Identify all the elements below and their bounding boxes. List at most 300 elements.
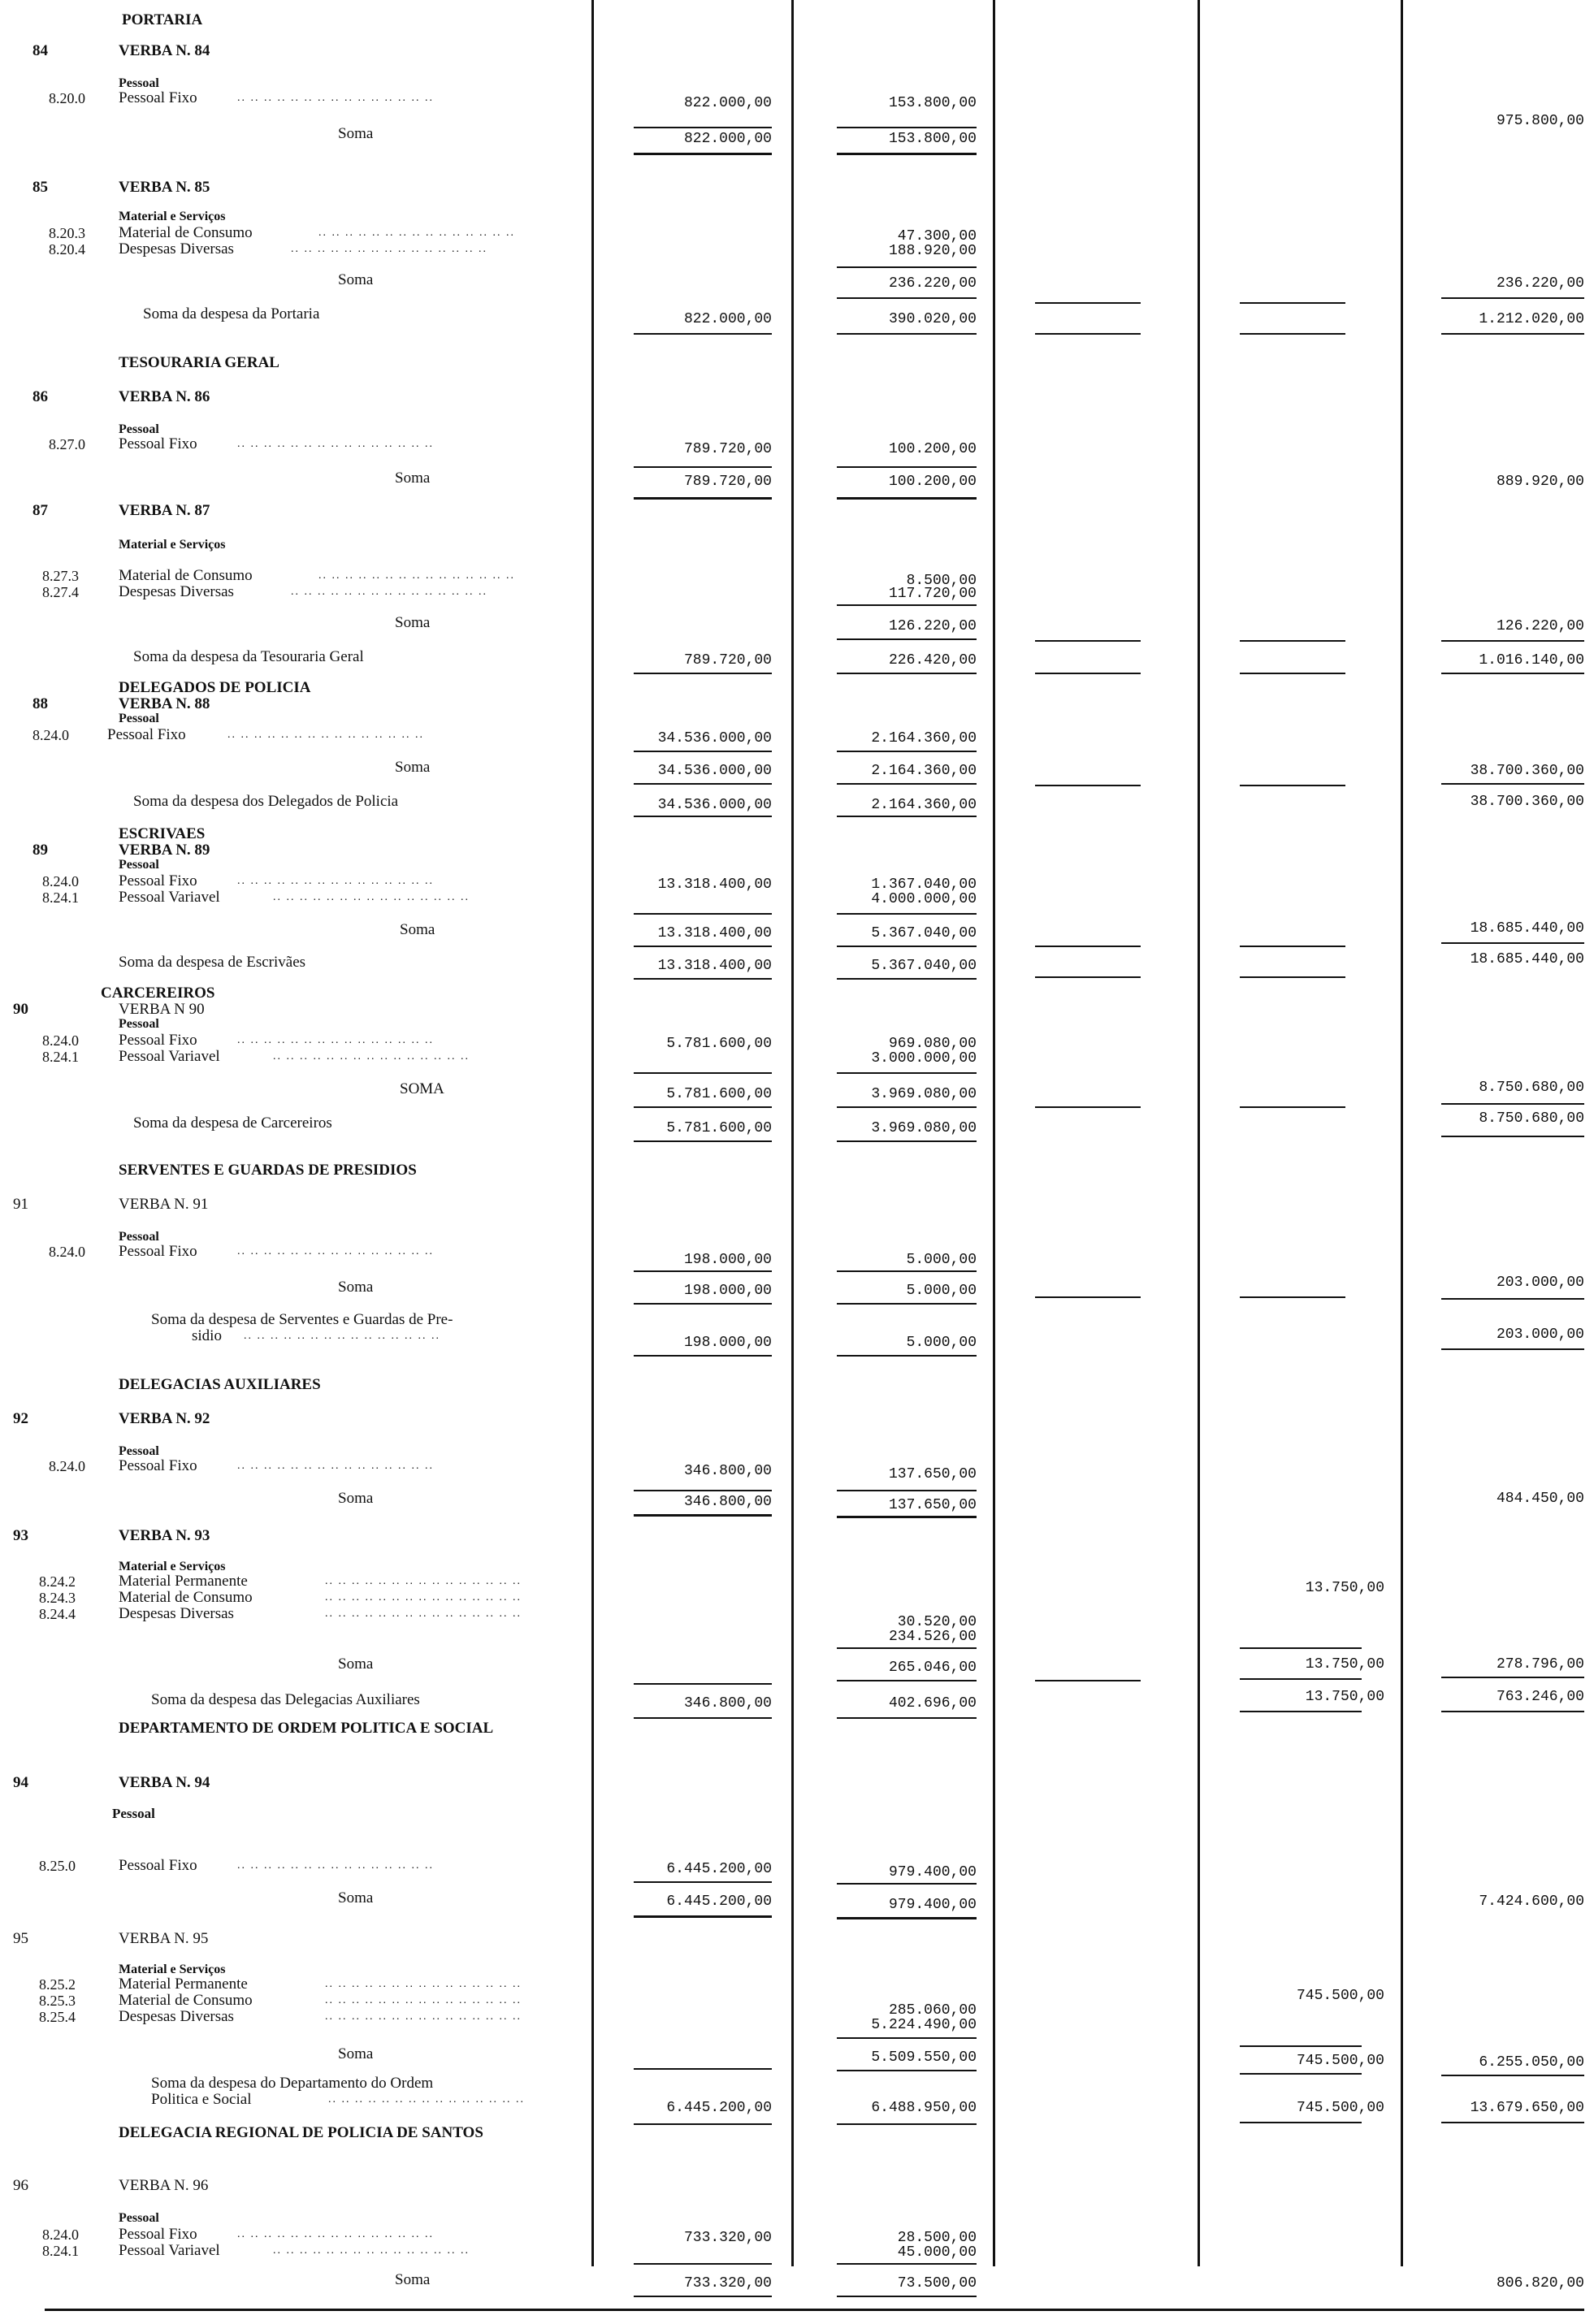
rule — [1035, 640, 1141, 642]
item-label: Pessoal Variavel — [119, 1048, 220, 1065]
item-label: Material de Consumo — [119, 224, 253, 241]
item-code: 8.27.4 — [42, 584, 79, 600]
value-cell: 198.000,00 — [683, 1335, 772, 1351]
value-cell: 188.920,00 — [888, 243, 977, 259]
item-code: 8.24.1 — [42, 2243, 79, 2259]
leader-dots: .. .. .. .. .. .. .. .. .. .. .. .. .. .. .. — [325, 1608, 522, 1620]
rule — [1441, 640, 1584, 642]
value-cell: 30.520,00 — [897, 1614, 977, 1630]
rule — [1240, 1106, 1345, 1108]
rule — [1035, 1106, 1141, 1108]
leader-dots: .. .. .. .. .. .. .. .. .. .. .. .. .. .. .. — [237, 1245, 434, 1257]
rule — [1240, 785, 1345, 786]
total-label: Soma da despesa da Portaria — [143, 305, 320, 322]
rule — [1035, 785, 1141, 786]
bottom-rule — [45, 2309, 1584, 2311]
value-cell: 822.000,00 — [683, 131, 772, 147]
value-cell: 6.445.200,00 — [666, 1861, 772, 1877]
value-cell: 979.400,00 — [888, 1864, 977, 1880]
rule — [634, 1303, 772, 1305]
item-code: 8.24.2 — [39, 1573, 76, 1590]
rule — [634, 497, 772, 500]
value-cell: 822.000,00 — [683, 311, 772, 327]
value-cell: 226.420,00 — [888, 652, 977, 669]
item-label: Despesas Diversas — [119, 1605, 234, 1622]
rule — [1035, 1680, 1141, 1681]
rule — [1035, 946, 1141, 947]
leader-dots: .. .. .. .. .. .. .. .. .. .. .. .. .. .. .. — [291, 586, 487, 598]
rule — [837, 2123, 977, 2125]
value-cell: 236.220,00 — [888, 275, 977, 292]
value-cell: 5.509.550,00 — [871, 2049, 977, 2066]
group-label: Material e Serviços — [119, 1963, 226, 1976]
rule — [837, 1106, 977, 1108]
item-label: Material Permanente — [119, 1976, 248, 1993]
rule — [837, 333, 977, 335]
value-cell: 13.318.400,00 — [657, 876, 772, 893]
leader-dots: .. .. .. .. .. .. .. .. .. .. .. .. .. .. .. — [237, 1034, 434, 1046]
soma-label: Soma — [338, 1490, 374, 1507]
rule — [1441, 1103, 1584, 1105]
value-cell: 2.164.360,00 — [871, 763, 977, 779]
leader-dots: .. .. .. .. .. .. .. .. .. .. .. .. .. .. .. — [237, 1859, 434, 1872]
item-code: 8.24.0 — [42, 873, 79, 889]
value-cell: 28.500,00 — [897, 2230, 977, 2246]
rule — [837, 1303, 977, 1305]
verba-number: 89 — [32, 842, 48, 859]
rule — [634, 2068, 772, 2070]
item-label: Pessoal Fixo — [119, 89, 197, 106]
rule — [634, 1355, 772, 1357]
leader-dots: .. .. .. .. .. .. .. .. .. .. .. .. .. .. .. — [237, 438, 434, 450]
rule — [1240, 1678, 1362, 1680]
section-title: DEPARTAMENTO DE ORDEM POLITICA E SOCIAL — [119, 1720, 494, 1737]
rule — [1240, 333, 1345, 335]
rule — [634, 1140, 772, 1142]
leader-dots: .. .. .. .. .. .. .. .. .. .. .. .. .. .. .. — [318, 227, 515, 239]
total-label: Soma da despesa de Carcereiros — [133, 1114, 332, 1132]
verba-heading: VERBA N. 88 — [119, 695, 210, 712]
value-cell: 4.000.000,00 — [871, 891, 977, 907]
value-cell: 979.400,00 — [888, 1897, 977, 1913]
value-cell: 889.920,00 — [1496, 474, 1584, 490]
value-cell: 975.800,00 — [1496, 113, 1584, 129]
value-cell: 285.060,00 — [888, 2002, 977, 2019]
value-cell: 198.000,00 — [683, 1283, 772, 1299]
value-cell: 806.820,00 — [1496, 2275, 1584, 2292]
group-label: Pessoal — [119, 422, 159, 436]
rule — [837, 497, 977, 500]
value-cell: 13.750,00 — [1305, 1656, 1384, 1673]
rule — [837, 673, 977, 674]
soma-label: Soma — [400, 921, 435, 938]
value-cell: 3.000.000,00 — [871, 1050, 977, 1067]
verba-heading: VERBA N. 89 — [119, 842, 210, 859]
rule — [1240, 2122, 1362, 2123]
value-cell: 34.536.000,00 — [657, 797, 772, 813]
item-label: Pessoal Variavel — [119, 889, 220, 906]
value-cell: 5.781.600,00 — [666, 1036, 772, 1052]
value-cell: 8.750.680,00 — [1479, 1080, 1584, 1096]
rule — [1240, 1711, 1362, 1712]
group-label: Pessoal — [112, 1806, 155, 1821]
value-cell: 13.318.400,00 — [657, 925, 772, 941]
verba-heading: VERBA N. 86 — [119, 388, 210, 405]
rule — [1441, 2075, 1584, 2076]
soma-label: Soma — [395, 2271, 431, 2288]
leader-dots: .. .. .. .. .. .. .. .. .. .. .. .. .. .. .. — [291, 243, 487, 255]
rule — [1035, 1296, 1141, 1298]
rule — [837, 266, 977, 268]
value-cell: 73.500,00 — [897, 2275, 977, 2292]
value-cell: 117.720,00 — [888, 586, 977, 602]
value-cell: 5.367.040,00 — [871, 958, 977, 974]
section-title: PORTARIA — [122, 11, 203, 28]
verba-number: 84 — [32, 42, 48, 59]
value-cell: 5.224.490,00 — [871, 2017, 977, 2033]
item-label: Pessoal Fixo — [119, 1032, 197, 1049]
section-title: DELEGADOS DE POLICIA — [119, 679, 311, 696]
section-title: CARCEREIROS — [101, 985, 215, 1002]
verba-heading: VERBA N. 91 — [119, 1196, 209, 1213]
verba-number: 88 — [32, 695, 48, 712]
item-label: Pessoal Fixo — [119, 1243, 197, 1260]
value-cell: 18.685.440,00 — [1470, 920, 1584, 937]
verba-heading: VERBA N. 92 — [119, 1410, 210, 1427]
value-cell: 745.500,00 — [1296, 2053, 1384, 2069]
value-cell: 203.000,00 — [1496, 1326, 1584, 1343]
value-cell: 5.367.040,00 — [871, 925, 977, 941]
value-cell: 100.200,00 — [888, 441, 977, 457]
section-title: SERVENTES E GUARDAS DE PRESIDIOS — [119, 1162, 417, 1179]
total-label: Soma da despesa de Serventes e Guardas de Pre- — [151, 1311, 453, 1328]
leader-dots: .. .. .. .. .. .. .. .. .. .. .. .. .. .. .. — [328, 2093, 525, 2105]
group-label: Pessoal — [119, 1230, 159, 1244]
group-label: Pessoal — [119, 712, 159, 725]
value-cell: 18.685.440,00 — [1470, 951, 1584, 967]
value-cell: 789.720,00 — [683, 441, 772, 457]
rule — [837, 946, 977, 947]
soma-label: Soma — [338, 1889, 374, 1906]
rule — [1441, 942, 1584, 944]
column-rule-3 — [993, 0, 995, 2266]
rule — [1441, 2122, 1584, 2123]
value-cell: 5.000,00 — [906, 1335, 977, 1351]
value-cell: 47.300,00 — [897, 228, 977, 245]
rule — [1240, 640, 1345, 642]
item-code: 8.24.0 — [42, 1032, 79, 1049]
value-cell: 3.969.080,00 — [871, 1120, 977, 1136]
item-label: Pessoal Fixo — [119, 2226, 197, 2243]
value-cell: 5.000,00 — [906, 1252, 977, 1268]
rule — [1441, 1711, 1584, 1712]
section-title: TESOURARIA GERAL — [119, 354, 279, 371]
rule — [1240, 2073, 1362, 2075]
rule — [837, 638, 977, 640]
rule — [837, 1140, 977, 1142]
item-label: Pessoal Fixo — [119, 872, 197, 889]
item-code: 8.25.2 — [39, 1976, 76, 1993]
soma-label: Soma — [395, 470, 431, 487]
verba-number: 90 — [13, 1001, 28, 1018]
rule — [1441, 673, 1584, 674]
rule — [1441, 783, 1584, 785]
value-cell: 203.000,00 — [1496, 1275, 1584, 1291]
rule — [634, 2123, 772, 2125]
verba-number: 92 — [13, 1410, 28, 1427]
value-cell: 763.246,00 — [1496, 1689, 1584, 1705]
value-cell: 5.781.600,00 — [666, 1086, 772, 1102]
value-cell: 789.720,00 — [683, 652, 772, 669]
rule — [1035, 302, 1141, 304]
value-cell: 198.000,00 — [683, 1252, 772, 1268]
rule — [837, 1717, 977, 1719]
rule — [634, 1106, 772, 1108]
item-code: 8.24.4 — [39, 1606, 76, 1622]
value-cell: 745.500,00 — [1296, 2100, 1384, 2116]
item-code: 8.24.1 — [42, 1049, 79, 1065]
verba-heading: VERBA N. 94 — [119, 1774, 210, 1791]
rule — [634, 816, 772, 817]
value-cell: 8.750.680,00 — [1479, 1110, 1584, 1127]
rule — [634, 1881, 772, 1883]
total-label: Politica e Social — [151, 2091, 252, 2108]
rule — [634, 1514, 772, 1517]
value-cell: 34.536.000,00 — [657, 763, 772, 779]
rule — [837, 1917, 977, 1919]
leader-dots: .. .. .. .. .. .. .. .. .. .. .. .. .. .. .. — [227, 729, 424, 741]
rule — [634, 1270, 772, 1272]
soma-label: Soma — [338, 1655, 374, 1673]
rule — [634, 153, 772, 155]
rule — [837, 1490, 977, 1491]
total-label: sidio — [192, 1327, 222, 1344]
value-cell: 1.367.040,00 — [871, 876, 977, 893]
rule — [1441, 333, 1584, 335]
item-label: Despesas Diversas — [119, 240, 234, 258]
rule — [634, 333, 772, 335]
value-cell: 7.424.600,00 — [1479, 1893, 1584, 1910]
group-label: Pessoal — [119, 76, 159, 90]
item-code: 8.25.0 — [39, 1858, 76, 1874]
column-rule-1 — [591, 0, 594, 2266]
rule — [634, 1717, 772, 1719]
value-cell: 6.445.200,00 — [666, 1893, 772, 1910]
section-title: DELEGACIAS AUXILIARES — [119, 1376, 321, 1393]
value-cell: 278.796,00 — [1496, 1656, 1584, 1673]
rule — [634, 127, 772, 128]
rule — [634, 751, 772, 752]
item-code: 8.20.4 — [49, 241, 85, 258]
rule — [634, 913, 772, 915]
rule — [837, 1883, 977, 1885]
value-cell: 2.164.360,00 — [871, 797, 977, 813]
rule — [837, 466, 977, 468]
value-cell: 13.679.650,00 — [1470, 2100, 1584, 2116]
value-cell: 733.320,00 — [683, 2230, 772, 2246]
rule — [634, 946, 772, 947]
leader-dots: .. .. .. .. .. .. .. .. .. .. .. .. .. .. .. — [325, 1591, 522, 1603]
rule — [837, 297, 977, 299]
value-cell: 969.080,00 — [888, 1036, 977, 1052]
leader-dots: .. .. .. .. .. .. .. .. .. .. .. .. .. .. .. — [237, 1460, 434, 1472]
value-cell: 5.000,00 — [906, 1283, 977, 1299]
leader-dots: .. .. .. .. .. .. .. .. .. .. .. .. .. .. .. — [325, 1575, 522, 1587]
value-cell: 45.000,00 — [897, 2244, 977, 2261]
item-label: Pessoal Fixo — [119, 1857, 197, 1874]
value-cell: 13.750,00 — [1305, 1580, 1384, 1596]
value-cell: 1.016.140,00 — [1479, 652, 1584, 669]
total-label: Soma da despesa da Tesouraria Geral — [133, 648, 364, 665]
verba-number: 86 — [32, 388, 48, 405]
rule — [837, 1072, 977, 1074]
rule — [837, 153, 977, 155]
item-label: Pessoal Fixo — [107, 726, 186, 743]
rule — [837, 1647, 977, 1649]
rule — [837, 783, 977, 785]
soma-label: Soma — [338, 125, 374, 142]
section-title: ESCRIVAES — [119, 825, 206, 842]
value-cell: 137.650,00 — [888, 1466, 977, 1482]
item-label: Material de Consumo — [119, 567, 253, 584]
value-cell: 3.969.080,00 — [871, 1086, 977, 1102]
leader-dots: .. .. .. .. .. .. .. .. .. .. .. .. .. .. .. — [237, 92, 434, 104]
group-label: Material e Serviços — [119, 1560, 226, 1573]
total-label: Soma da despesa dos Delegados de Policia — [133, 793, 399, 810]
value-cell: 733.320,00 — [683, 2275, 772, 2292]
rule — [1240, 673, 1345, 674]
leader-dots: .. .. .. .. .. .. .. .. .. .. .. .. .. .. .. — [273, 1050, 470, 1062]
value-cell: 6.445.200,00 — [666, 2100, 772, 2116]
leader-dots: .. .. .. .. .. .. .. .. .. .. .. .. .. .. .. — [244, 1330, 440, 1342]
rule — [1441, 1298, 1584, 1300]
value-cell: 402.696,00 — [888, 1695, 977, 1712]
soma-label: Soma — [338, 271, 374, 288]
rule — [1035, 673, 1141, 674]
item-code: 8.27.3 — [42, 568, 79, 584]
leader-dots: .. .. .. .. .. .. .. .. .. .. .. .. .. .. .. — [273, 2244, 470, 2257]
verba-heading: VERBA N. 85 — [119, 179, 210, 196]
item-code: 8.24.0 — [32, 727, 69, 743]
value-cell: 236.220,00 — [1496, 275, 1584, 292]
rule — [837, 816, 977, 817]
item-code: 8.24.0 — [49, 1244, 85, 1260]
item-label: Despesas Diversas — [119, 583, 234, 600]
value-cell: 6.255.050,00 — [1479, 2054, 1584, 2071]
item-code: 8.24.0 — [42, 2227, 79, 2243]
value-cell: 234.526,00 — [888, 1629, 977, 1645]
item-code: 8.24.3 — [39, 1590, 76, 1606]
value-cell: 789.720,00 — [683, 474, 772, 490]
item-label: Material Permanente — [119, 1573, 248, 1590]
rule — [1240, 976, 1345, 978]
item-label: Pessoal Variavel — [119, 2242, 220, 2259]
item-code: 8.20.0 — [49, 90, 85, 106]
rule — [634, 673, 772, 674]
verba-heading: VERBA N. 93 — [119, 1527, 210, 1544]
value-cell: 100.200,00 — [888, 474, 977, 490]
item-label: Despesas Diversas — [119, 2008, 234, 2025]
column-rule-5 — [1401, 0, 1403, 2266]
value-cell: 153.800,00 — [888, 95, 977, 111]
verba-heading: VERBA N 90 — [119, 1001, 205, 1018]
group-label: Material e Serviços — [119, 538, 226, 552]
value-cell: 38.700.360,00 — [1470, 794, 1584, 810]
value-cell: 13.750,00 — [1305, 1689, 1384, 1705]
item-code: 8.27.0 — [49, 436, 85, 452]
value-cell: 346.800,00 — [683, 1494, 772, 1510]
item-label: Material de Consumo — [119, 1589, 253, 1606]
group-label: Pessoal — [119, 858, 159, 872]
item-code: 8.24.0 — [49, 1458, 85, 1474]
verba-number: 95 — [13, 1930, 28, 1947]
rule — [1240, 1647, 1362, 1649]
rule — [634, 1490, 772, 1491]
soma-label: Soma — [395, 614, 431, 631]
value-cell: 346.800,00 — [683, 1695, 772, 1712]
verba-number: 91 — [13, 1196, 28, 1213]
item-label: Material de Consumo — [119, 1992, 253, 2009]
rule — [837, 913, 977, 915]
rule — [837, 1355, 977, 1357]
rule — [1441, 1136, 1584, 1137]
rule — [634, 466, 772, 468]
value-cell: 390.020,00 — [888, 311, 977, 327]
rule — [837, 1516, 977, 1518]
soma-label: Soma — [338, 1279, 374, 1296]
soma-label: SOMA — [400, 1080, 444, 1097]
item-code: 8.25.3 — [39, 1993, 76, 2009]
verba-heading: VERBA N. 84 — [119, 42, 210, 59]
value-cell: 13.318.400,00 — [657, 958, 772, 974]
rule — [1035, 333, 1141, 335]
column-rule-4 — [1198, 0, 1200, 2266]
rule — [1441, 1677, 1584, 1678]
total-label: Soma da despesa das Delegacias Auxiliares — [151, 1691, 420, 1708]
value-cell: 745.500,00 — [1296, 1988, 1384, 2004]
total-label: Soma da despesa de Escrivães — [119, 954, 306, 971]
column-rule-2 — [791, 0, 794, 2266]
leader-dots: .. .. .. .. .. .. .. .. .. .. .. .. .. .. .. — [273, 891, 470, 903]
value-cell: 126.220,00 — [1496, 618, 1584, 634]
rule — [1441, 1348, 1584, 1350]
value-cell: 34.536.000,00 — [657, 730, 772, 747]
rule — [837, 127, 977, 128]
item-code: 8.24.1 — [42, 889, 79, 906]
rule — [1441, 297, 1584, 299]
value-cell: 137.650,00 — [888, 1497, 977, 1513]
rule — [634, 2263, 772, 2265]
value-cell: 2.164.360,00 — [871, 730, 977, 747]
item-code: 8.20.3 — [49, 225, 85, 241]
rule — [837, 2296, 977, 2297]
group-label: Pessoal — [119, 1444, 159, 1458]
rule — [1240, 2045, 1362, 2047]
item-label: Pessoal Fixo — [119, 1457, 197, 1474]
verba-heading: VERBA N. 96 — [119, 2177, 209, 2194]
rule — [634, 783, 772, 785]
rule — [837, 2263, 977, 2265]
rule — [1035, 976, 1141, 978]
total-label: Soma da despesa do Departamento do Ordem — [151, 2075, 434, 2092]
leader-dots: .. .. .. .. .. .. .. .. .. .. .. .. .. .. .. — [325, 1994, 522, 2006]
rule — [837, 604, 977, 606]
verba-heading: VERBA N. 87 — [119, 502, 210, 519]
rule — [837, 978, 977, 980]
group-label: Pessoal — [119, 2211, 159, 2225]
verba-heading: VERBA N. 95 — [119, 1930, 209, 1947]
value-cell: 38.700.360,00 — [1470, 763, 1584, 779]
